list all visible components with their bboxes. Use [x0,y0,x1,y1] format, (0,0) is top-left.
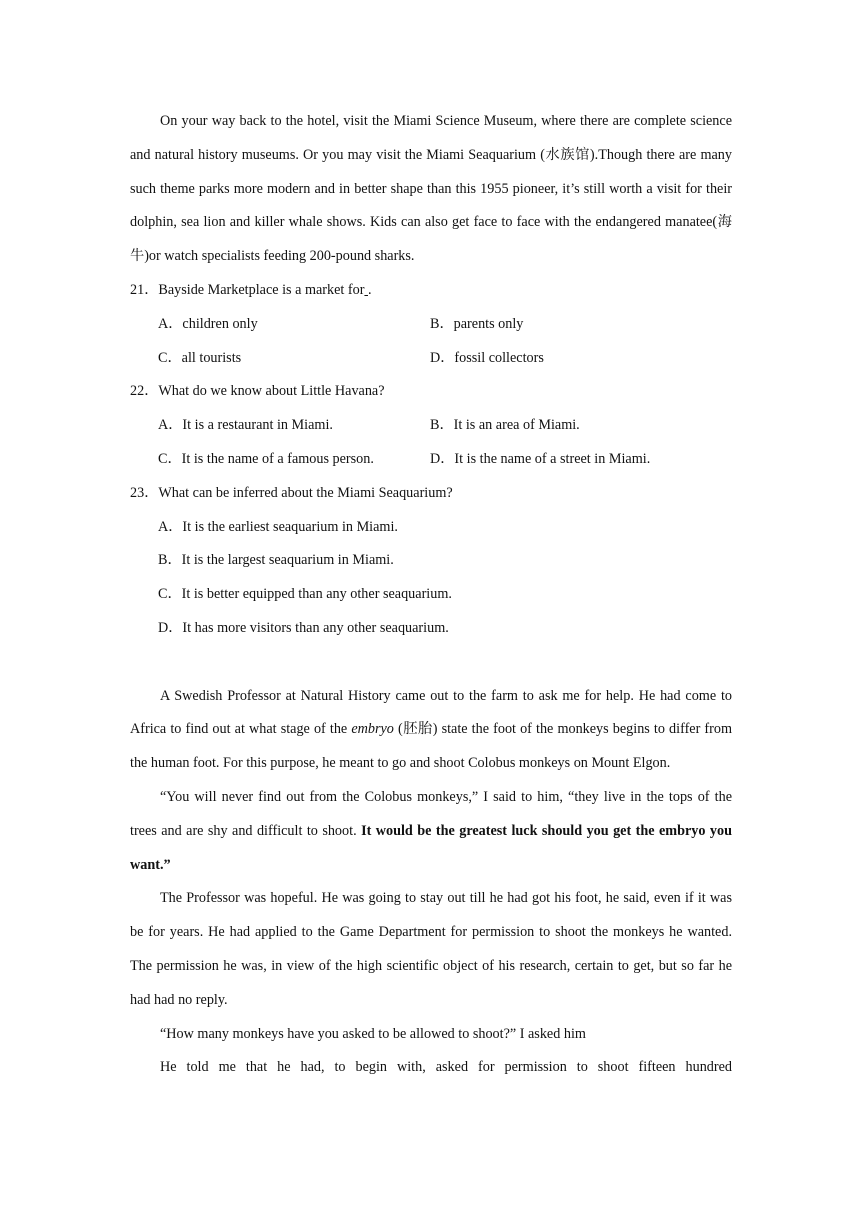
option-c: C．It is the name of a famous person. [158,450,374,467]
option-c: C．all tourists [158,349,242,366]
option-b: B．It is an area of Miami. [430,417,580,434]
options-row [130,342,732,376]
option-b: B．parents only [430,315,524,332]
question-stem: What do we know about Little Havana? [158,383,385,400]
passage2-paragraph-4: “How many monkeys have you asked to be allowed to shoot?” I asked him [160,1025,586,1042]
options-row [130,308,732,342]
text-span: A Swedish Professor at Natural History came out to the farm to ask me for help. He had come to Africa to find out at what stage of the [130,687,732,738]
question-number: 23． [130,484,159,501]
bold-sentence: It would be the greatest luck should you get the embryo you want.” [130,822,732,873]
passage2-paragraph-2 [130,781,732,882]
italic-term: embryo [351,721,394,738]
option-c: C．It is better equipped than any other seaquarium. [158,586,452,603]
option-d: D．It is the name of a street in Miami. [430,450,651,467]
passage2-paragraph-1 [130,680,732,781]
question-stem-end: . [367,281,372,298]
passage2-paragraph-5: He told me that he had, to begin with, asked for permission to shoot fifteen hundred [160,1059,732,1076]
option-a: A．It is the earliest seaquarium in Miami. [158,518,398,535]
passage2-paragraph-3: The Professor was hopeful. He was going to stay out till he had got his foot, he said, even if it was be for years. He had applied to the Game Department for permission to shoot the monkeys he wanted. The permission he was, in view of the high scientific object of his research, certain to get, but so far he had had no reply. [130,890,732,1008]
question-21 [130,274,732,308]
question-number: 22． [130,383,159,400]
option-b: B．It is the largest seaquarium in Miami. [158,552,394,569]
question-stem: Bayside Marketplace is a market for [158,281,365,298]
question-stem: What can be inferred about the Miami Seaquarium? [158,484,453,501]
document-page [130,105,732,1085]
question-22 [130,375,732,409]
text-span: “You will never find out from the Colobus monkeys,” I said to him, “they live in the tops of the trees and are shy and difficult to shoot. [130,788,732,839]
question-number: 21． [130,281,159,298]
option-a: A．children only [158,315,258,332]
option-d: D．fossil collectors [430,349,544,366]
options-row [130,443,732,477]
text-span: (胚胎) state the foot of the monkeys begins to differ from the human foot. For this purpose, he meant to go and shoot Colobus monkeys on Mount Elgon. [130,721,732,772]
section-gap [130,646,732,680]
option-d: D．It has more visitors than any other seaquarium. [158,619,449,636]
option-a: A．It is a restaurant in Miami. [158,417,333,434]
passage1-paragraph: On your way back to the hotel, visit the Miami Science Museum, where there are complete science and natural history museums. Or you may visit the Miami Seaquarium (水族馆).Though there are many such theme parks more modern and in better shape than this 1955 pioneer, it’s still worth a visit for their dolphin, sea lion and killer whale shows. Kids can also get face to face with the endangered manatee(海牛)or watch specialists feeding 200-pound sharks. [130,113,732,265]
options-row [130,409,732,443]
question-23 [130,477,732,511]
